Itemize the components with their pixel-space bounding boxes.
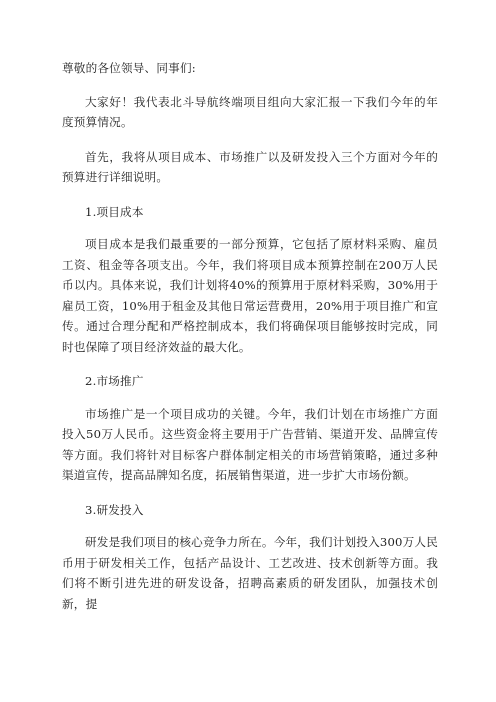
section-1-body: 项目成本是我们最重要的一部分预算，它包括了原材料采购、雇员工资、租金等各项支出。今年，我们将项目成本预算控制在200万人民币以内。具体来说，我们计划将40%的预算用于原材料采购，30%用于雇员工资，10%用于租金及其他日常运营费用，20%用于项目推广和宣传。通过合理分配和严格控制成本，我们将确保项目能够按时完成，同时也保障了项目经济效益的最大化。 [62, 237, 438, 354]
overview-paragraph: 首先，我将从项目成本、市场推广以及研发投入三个方面对今年的预算进行详细说明。 [62, 149, 438, 184]
document-page [62, 58, 438, 628]
section-2-body: 市场推广是一个项目成功的关键。今年，我们计划在市场推广方面投入50万人民币。这些资金将主要用于广告营销、渠道开发、品牌宣传等方面。我们将针对目标客户群体制定相关的市场营销策略，通过多种渠道宣传，提高品牌知名度，拓展销售渠道，进一步扩大市场份额。 [62, 406, 438, 482]
intro-paragraph: 大家好！我代表北斗导航终端项目组向大家汇报一下我们今年的年度预算情况。 [62, 94, 438, 129]
section-3-heading: 3.研发投入 [85, 502, 144, 517]
greeting: 尊敬的各位领导、同事们: [62, 61, 196, 75]
section-3-body: 研发是我们项目的核心竞争力所在。今年，我们计划投入300万人民币用于研发相关工作，包括产品设计、工艺改进、技术创新等方面。我们将不断引进先进的研发设备，招聘高素质的研发团队，加强技术创新，提 [62, 535, 438, 611]
section-1-heading: 1.项目成本 [85, 204, 144, 219]
section-2-heading: 2.市场推广 [85, 374, 144, 388]
